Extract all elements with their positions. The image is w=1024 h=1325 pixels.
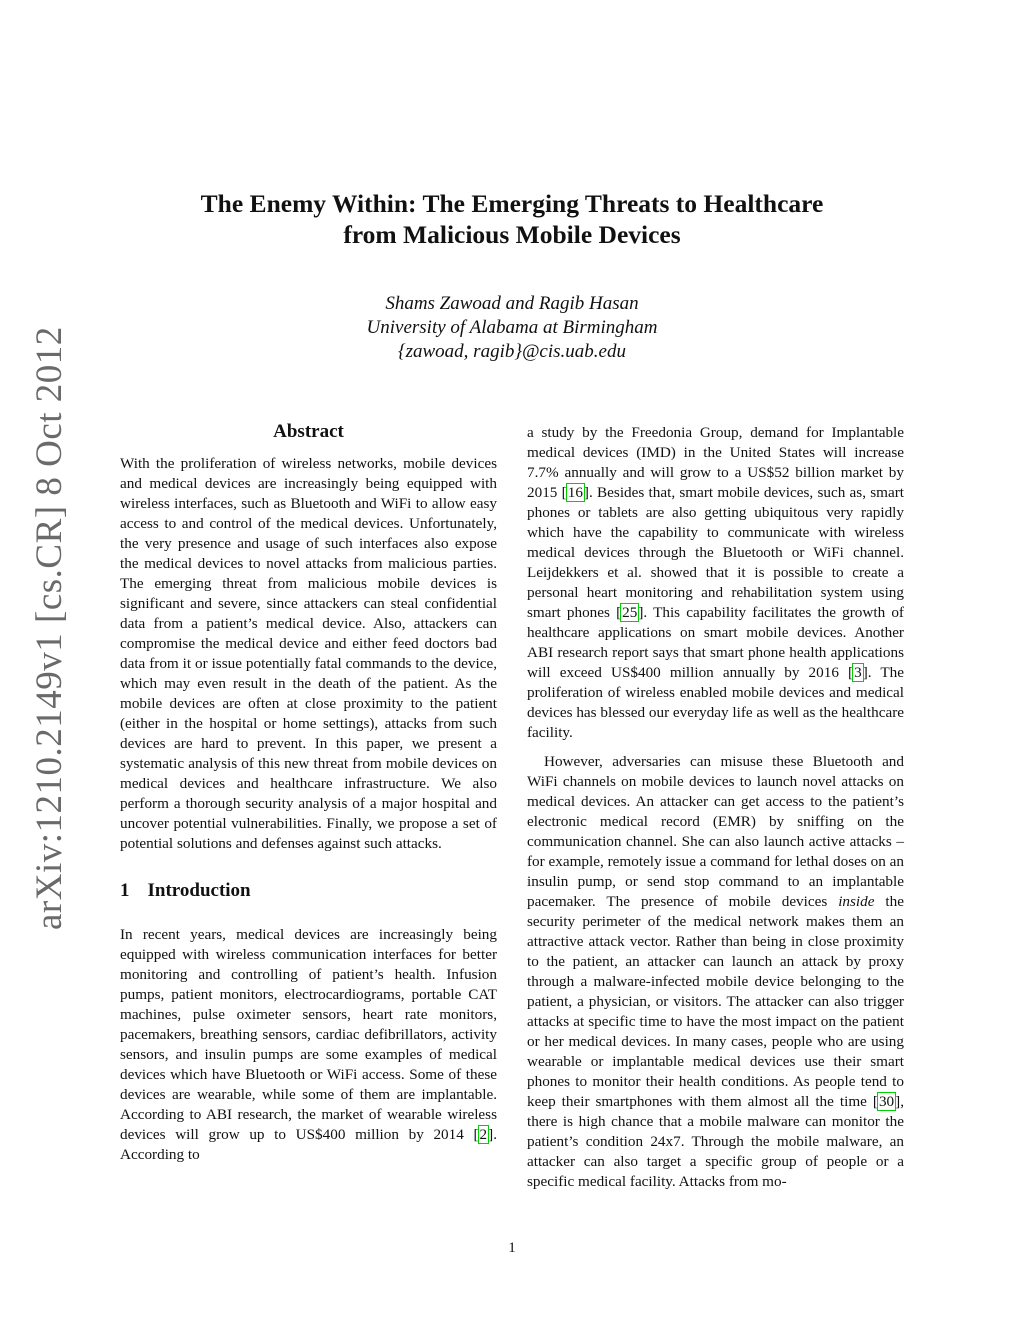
emphasis-text: inside <box>838 893 875 910</box>
introduction-paragraph-2: However, adversaries can misuse these Bluetooth and WiFi channels on mobile devices to launch novel attacks on medical devices. An attacker can get access to the patient’s electronic medical record (EMR) by sniffing on the communication channel. She can also launch active attacks – for example, remotely issue a command for lethal doses on an insulin pump, or send stop command to an implantable pacemaker. The presence of mobile devices inside the security perimeter of the medical network makes them an attractive attack vector. Rather than being in close proximity to the patient, an attacker can launch an attack by proxy through a malware-infected mobile device belonging to the patient, a physician, or visitors. The attacker can also trigger attacks at specific time to have the most impact on the patient or her medical devices. In many cases, people who are using wearable or implantable medical devices use their smart phones to monitor their health conditions. As people tend to keep their smartphones with them almost all the time [30], there is high chance that a mobile malware can monitor the patient’s condition 24x7. Through the mobile malware, an attacker can also target a specific group of people or a specific medical facility. Attacks from mo- <box>527 753 904 1190</box>
introduction-paragraph-1: In recent years, medical devices are increasingly being equipped with wireless communication interfaces for better monitoring and controlling of patient’s health. Infusion pumps, patient monitors, electrocardiograms, portable CAT machines, pulse oximeter sensors, heart rate monitors, pacemakers, breathing sensors, cardiac defibrillators, activity sensors, and insulin pumps are some examples of medical devices which have Bluetooth or WiFi access. Some of these devices are wearable, while some of them are implantable. According to ABI research, the market of wearable wireless devices will grow up to US$400 million by 2014 [2]. According to <box>120 926 497 1163</box>
section-heading-introduction <box>120 881 497 901</box>
section-title: Introduction <box>147 880 251 901</box>
citation-link[interactable]: 2 <box>479 1126 488 1143</box>
left-column <box>120 422 497 1165</box>
abstract-heading: Abstract <box>273 421 344 442</box>
right-column <box>527 423 904 1192</box>
paragraph-text: , there is high chance that a mobile malware can monitor the patient’s condition 24x7. Through the mobile malware, an attacker can also target a specific group of people or a specific medical facility. Attacks from mo- <box>527 1093 904 1190</box>
author-block <box>200 292 824 364</box>
arxiv-identifier: arXiv:1210.2149v1 [cs.CR] 8 Oct 2012 <box>29 326 70 930</box>
citation-link[interactable]: 30 <box>878 1093 895 1110</box>
introduction-paragraph-1-continued: a study by the Freedonia Group, demand for Implantable medical devices (IMD) in the United States will increase 7.7% annually and will grow to a US$52 billion market by 2015 [16]. Besides that, smart mobile devices, such as, smart phones or tablets are also getting ubiquitous very rapidly which have the capability to communicate with wireless medical devices through the Bluetooth or WiFi channel. Leijdekkers et al. showed that it is possible to create a personal heart monitoring and rehabilitation system using smart phones [25]. This capability facilitates the growth of healthcare applications on smart mobile devices. Another ABI research report says that smart phone health applications will exceed US$400 million annually by 2016 [3]. The proliferation of wireless enabled mobile devices and medical devices has blessed our everyday life as well as the healthcare facility. <box>527 424 905 741</box>
section-number: 1 <box>120 880 130 901</box>
paper-title <box>150 188 874 250</box>
paragraph-text: a study by the Freedonia Group, demand for Implantable medical devices (IMD) in the United States will increase 7.7% annually and will grow to a US$52 billion market by 2015 <box>527 424 904 501</box>
title-line-1: The Enemy Within: The Emerging Threats to Healthcare <box>200 189 824 218</box>
paragraph-text: However, adversaries can misuse these Bluetooth and WiFi channels on mobile devices to launch novel attacks on medical devices. An attacker can get access to the patient’s electronic medical record (EMR) by sniffing on the communication channel. She can also launch active attacks – for example, remotely issue a command for lethal doses on an insulin pump, or send stop command to an implantable pacemaker. The presence of mobile devices <box>527 753 904 910</box>
author-email: {zawoad, ragib}@cis.uab.edu <box>398 341 626 362</box>
title-line-2: from Malicious Mobile Devices <box>343 220 681 249</box>
citation-link[interactable]: 16 <box>567 484 583 501</box>
paragraph-text: . The proliferation of wireless enabled mobile devices and medical devices has blessed our everyday life as well as the healthcare facility. <box>527 664 904 741</box>
citation-link[interactable]: 3 <box>854 664 862 681</box>
abstract-text: With the proliferation of wireless networks, mobile devices and medical devices are increasingly being equipped with wireless interfaces, such as Bluetooth and WiFi to allow easy access to and control of the medical devices. Unfortunately, the very presence and usage of such interfaces also expose the medical devices to novel attacks from malicious parties. The emerging threat from malicious mobile devices is significant and severe, since attackers can steal confidential data from a patient’s medical device. Also, attackers can compromise the medical device and either feed doctors bad data from it or issue potentially fatal commands to the device, which may even result in the death of the patient. As the mobile devices are often at close proximity to the patient (either in the hospital or home settings), attacks from such devices are hard to prevent. In this paper, we present a systematic analysis of this new threat from mobile devices on medical devices and healthcare infrastructure. We also perform a thorough security analysis of a major hospital and uncover potential vulnerabilities. Finally, we propose a set of potential solutions and defenses against such attacks. <box>120 455 497 852</box>
paragraph-text: . Besides that, smart mobile devices, such as, smart phones or tablets are also getting ubiquitous very rapidly which have the capability to communicate with wireless medical devices through the Bluetooth or WiFi channel. Leijdekkers et al. showed that it is possible to create a personal heart monitoring and rehabilitation system using smart phones <box>527 484 905 621</box>
paragraph-text: . According to <box>120 1126 497 1163</box>
citation-link[interactable]: 25 <box>622 604 638 621</box>
paragraph-text: the security perimeter of the medical network makes them an attractive attack vector. Rather than being in close proximity to the patient, an attacker can launch an attack by proxy through a malware-infected mobile device belonging to the patient, a physician, or visitors. The attacker can also trigger attacks at specific time to have the most impact on the patient or her medical devices. In many cases, people who are using wearable or implantable medical devices use their smart phones to monitor their health conditions. As people tend to keep their smartphones with them almost all the time <box>527 893 904 1110</box>
paragraph-text: . This capability facilitates the growth of healthcare applications on smart mobile devices. Another ABI research report says that smart phone health applications will exceed US$400 million annually by 2016 <box>527 604 904 681</box>
paragraph-text: In recent years, medical devices are increasingly being equipped with wireless communication interfaces for better monitoring and controlling of patient’s health. Infusion pumps, patient monitors, electrocardiograms, portable CAT machines, pulse oximeter sensors, heart rate monitors, pacemakers, breathing sensors, cardiac defibrillators, activity sensors, and insulin pumps are some examples of medical devices which have Bluetooth or WiFi access. Some of these devices are wearable, while some of them are implantable. According to ABI research, the market of wearable wireless devices will grow up to US$400 million by 2014 <box>120 926 497 1143</box>
page-number: 1 <box>508 1240 516 1256</box>
author-affiliation: University of Alabama at Birmingham <box>366 317 658 338</box>
author-names: Shams Zawoad and Ragib Hasan <box>385 293 639 314</box>
